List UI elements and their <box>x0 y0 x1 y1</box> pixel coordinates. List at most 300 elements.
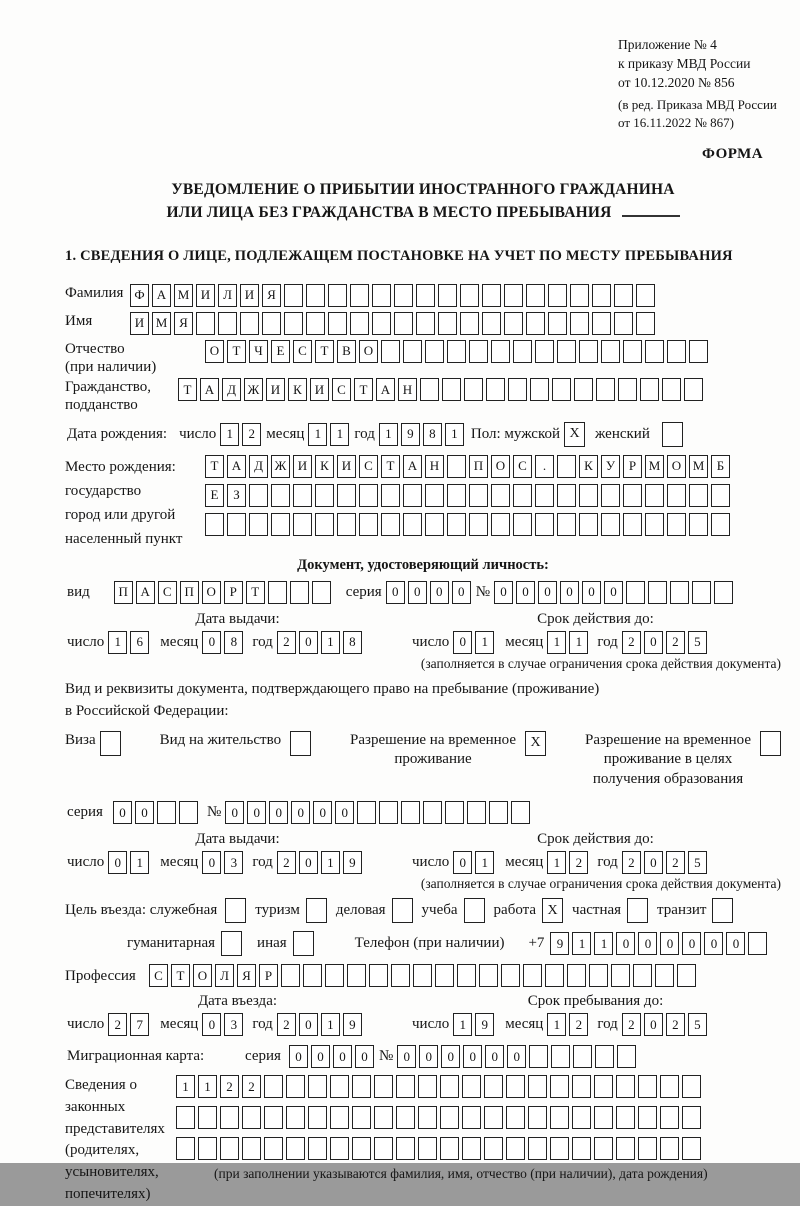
char-cell[interactable] <box>308 1106 327 1129</box>
char-cell[interactable] <box>660 1106 679 1129</box>
char-cell[interactable] <box>504 312 523 335</box>
char-cell[interactable]: 0 <box>108 851 127 874</box>
char-cell[interactable]: У <box>601 455 620 478</box>
char-cell[interactable]: 5 <box>688 1013 707 1036</box>
char-cell[interactable]: И <box>337 455 356 478</box>
char-cell[interactable] <box>438 312 457 335</box>
char-cell[interactable] <box>506 1075 525 1098</box>
char-cell[interactable] <box>328 312 347 335</box>
char-cell[interactable] <box>198 1106 217 1129</box>
char-cell[interactable] <box>711 484 730 507</box>
male-checkbox[interactable]: X <box>564 422 585 447</box>
char-cell[interactable] <box>535 340 554 363</box>
char-cell[interactable] <box>403 484 422 507</box>
char-cell[interactable] <box>638 1075 657 1098</box>
char-cell[interactable] <box>440 1137 459 1160</box>
char-cell[interactable] <box>682 1137 701 1160</box>
char-cell[interactable] <box>667 484 686 507</box>
char-cell[interactable] <box>589 964 608 987</box>
char-cell[interactable]: И <box>240 284 259 307</box>
char-cell[interactable] <box>557 513 576 536</box>
char-cell[interactable] <box>293 513 312 536</box>
char-cell[interactable] <box>396 1106 415 1129</box>
char-cell[interactable]: 6 <box>130 631 149 654</box>
char-cell[interactable]: Н <box>398 378 417 401</box>
char-cell[interactable] <box>359 484 378 507</box>
char-cell[interactable]: 0 <box>453 851 472 874</box>
char-cell[interactable] <box>369 964 388 987</box>
char-cell[interactable] <box>567 964 586 987</box>
char-cell[interactable]: Т <box>246 581 265 604</box>
char-cell[interactable]: 1 <box>176 1075 195 1098</box>
char-cell[interactable]: Я <box>174 312 193 335</box>
char-cell[interactable] <box>420 378 439 401</box>
char-cell[interactable]: М <box>174 284 193 307</box>
char-cell[interactable] <box>528 1075 547 1098</box>
char-cell[interactable] <box>227 513 246 536</box>
char-cell[interactable] <box>440 1075 459 1098</box>
char-cell[interactable] <box>648 581 667 604</box>
char-cell[interactable]: 0 <box>335 801 354 824</box>
char-cell[interactable] <box>347 964 366 987</box>
char-cell[interactable]: . <box>535 455 554 478</box>
char-cell[interactable] <box>306 312 325 335</box>
char-cell[interactable]: 1 <box>594 932 613 955</box>
char-cell[interactable]: 0 <box>291 801 310 824</box>
char-cell[interactable]: Р <box>224 581 243 604</box>
char-cell[interactable] <box>645 513 664 536</box>
char-cell[interactable]: К <box>288 378 307 401</box>
char-cell[interactable]: А <box>136 581 155 604</box>
char-cell[interactable] <box>469 340 488 363</box>
char-cell[interactable] <box>220 1106 239 1129</box>
char-cell[interactable]: 1 <box>198 1075 217 1098</box>
char-cell[interactable] <box>529 1045 548 1068</box>
char-cell[interactable] <box>535 484 554 507</box>
char-cell[interactable] <box>394 312 413 335</box>
residence-permit-checkbox[interactable] <box>290 731 311 756</box>
temp-residence-checkbox[interactable]: X <box>525 731 546 756</box>
char-cell[interactable] <box>330 1106 349 1129</box>
char-cell[interactable] <box>616 1106 635 1129</box>
char-cell[interactable]: И <box>310 378 329 401</box>
char-cell[interactable] <box>315 513 334 536</box>
char-cell[interactable] <box>528 1106 547 1129</box>
char-cell[interactable] <box>570 312 589 335</box>
char-cell[interactable]: И <box>196 284 215 307</box>
char-cell[interactable] <box>526 312 545 335</box>
char-cell[interactable] <box>179 801 198 824</box>
char-cell[interactable]: 0 <box>582 581 601 604</box>
char-cell[interactable]: 3 <box>224 1013 243 1036</box>
char-cell[interactable]: 9 <box>475 1013 494 1036</box>
char-cell[interactable] <box>447 484 466 507</box>
char-cell[interactable] <box>418 1137 437 1160</box>
char-cell[interactable]: Л <box>215 964 234 987</box>
char-cell[interactable]: 1 <box>308 423 327 446</box>
purpose-work-checkbox[interactable]: X <box>542 898 563 923</box>
char-cell[interactable] <box>462 1137 481 1160</box>
char-cell[interactable] <box>614 312 633 335</box>
char-cell[interactable]: 0 <box>113 801 132 824</box>
char-cell[interactable]: 1 <box>321 631 340 654</box>
char-cell[interactable] <box>249 484 268 507</box>
char-cell[interactable] <box>677 964 696 987</box>
char-cell[interactable] <box>660 1137 679 1160</box>
char-cell[interactable]: 1 <box>330 423 349 446</box>
char-cell[interactable] <box>711 513 730 536</box>
char-cell[interactable]: А <box>376 378 395 401</box>
char-cell[interactable] <box>462 1106 481 1129</box>
char-cell[interactable] <box>469 484 488 507</box>
char-cell[interactable] <box>682 1075 701 1098</box>
char-cell[interactable] <box>484 1137 503 1160</box>
char-cell[interactable]: 0 <box>135 801 154 824</box>
char-cell[interactable]: 0 <box>397 1045 416 1068</box>
char-cell[interactable]: 2 <box>277 851 296 874</box>
char-cell[interactable]: С <box>293 340 312 363</box>
char-cell[interactable]: 2 <box>277 1013 296 1036</box>
char-cell[interactable] <box>689 513 708 536</box>
char-cell[interactable]: 0 <box>441 1045 460 1068</box>
char-cell[interactable] <box>552 378 571 401</box>
char-cell[interactable] <box>271 513 290 536</box>
char-cell[interactable] <box>198 1137 217 1160</box>
char-cell[interactable] <box>548 284 567 307</box>
char-cell[interactable] <box>352 1075 371 1098</box>
char-cell[interactable]: 8 <box>224 631 243 654</box>
char-cell[interactable]: Е <box>205 484 224 507</box>
char-cell[interactable]: 0 <box>247 801 266 824</box>
char-cell[interactable] <box>548 312 567 335</box>
char-cell[interactable]: 2 <box>108 1013 127 1036</box>
char-cell[interactable] <box>638 1106 657 1129</box>
char-cell[interactable] <box>579 484 598 507</box>
char-cell[interactable] <box>572 1106 591 1129</box>
char-cell[interactable] <box>684 378 703 401</box>
char-cell[interactable] <box>264 1075 283 1098</box>
char-cell[interactable]: 0 <box>299 1013 318 1036</box>
char-cell[interactable] <box>308 1137 327 1160</box>
char-cell[interactable]: 0 <box>516 581 535 604</box>
char-cell[interactable] <box>748 932 767 955</box>
char-cell[interactable] <box>196 312 215 335</box>
char-cell[interactable]: 1 <box>547 1013 566 1036</box>
char-cell[interactable] <box>350 284 369 307</box>
char-cell[interactable]: Е <box>271 340 290 363</box>
char-cell[interactable] <box>655 964 674 987</box>
char-cell[interactable]: Т <box>178 378 197 401</box>
char-cell[interactable] <box>379 801 398 824</box>
char-cell[interactable] <box>352 1137 371 1160</box>
char-cell[interactable] <box>315 484 334 507</box>
char-cell[interactable]: 2 <box>622 1013 641 1036</box>
char-cell[interactable]: 0 <box>202 631 221 654</box>
char-cell[interactable] <box>616 1137 635 1160</box>
char-cell[interactable]: 5 <box>688 851 707 874</box>
purpose-humanitarian-checkbox[interactable] <box>221 931 242 956</box>
char-cell[interactable]: 0 <box>682 932 701 955</box>
char-cell[interactable] <box>484 1106 503 1129</box>
char-cell[interactable]: Р <box>623 455 642 478</box>
char-cell[interactable] <box>482 312 501 335</box>
char-cell[interactable] <box>670 581 689 604</box>
char-cell[interactable] <box>205 513 224 536</box>
char-cell[interactable]: Ф <box>130 284 149 307</box>
char-cell[interactable] <box>551 1045 570 1068</box>
char-cell[interactable] <box>636 284 655 307</box>
char-cell[interactable] <box>281 964 300 987</box>
char-cell[interactable]: 0 <box>299 631 318 654</box>
char-cell[interactable]: 2 <box>622 631 641 654</box>
char-cell[interactable]: А <box>403 455 422 478</box>
char-cell[interactable] <box>403 340 422 363</box>
char-cell[interactable] <box>491 513 510 536</box>
char-cell[interactable] <box>557 484 576 507</box>
char-cell[interactable] <box>372 284 391 307</box>
char-cell[interactable]: С <box>359 455 378 478</box>
char-cell[interactable] <box>391 964 410 987</box>
char-cell[interactable]: 0 <box>408 581 427 604</box>
char-cell[interactable] <box>447 513 466 536</box>
char-cell[interactable]: 1 <box>475 631 494 654</box>
char-cell[interactable]: 0 <box>644 631 663 654</box>
char-cell[interactable]: М <box>152 312 171 335</box>
char-cell[interactable]: Т <box>205 455 224 478</box>
char-cell[interactable] <box>357 801 376 824</box>
char-cell[interactable]: 5 <box>688 631 707 654</box>
char-cell[interactable] <box>381 340 400 363</box>
char-cell[interactable] <box>445 801 464 824</box>
char-cell[interactable] <box>469 513 488 536</box>
char-cell[interactable] <box>640 378 659 401</box>
char-cell[interactable]: П <box>469 455 488 478</box>
char-cell[interactable] <box>303 964 322 987</box>
char-cell[interactable]: Ж <box>244 378 263 401</box>
char-cell[interactable]: 7 <box>130 1013 149 1036</box>
char-cell[interactable] <box>425 513 444 536</box>
char-cell[interactable] <box>457 964 476 987</box>
char-cell[interactable]: 0 <box>644 851 663 874</box>
char-cell[interactable] <box>574 378 593 401</box>
char-cell[interactable] <box>513 513 532 536</box>
purpose-business-checkbox[interactable] <box>392 898 413 923</box>
char-cell[interactable] <box>484 1075 503 1098</box>
char-cell[interactable] <box>623 513 642 536</box>
char-cell[interactable] <box>714 581 733 604</box>
char-cell[interactable]: Б <box>711 455 730 478</box>
char-cell[interactable] <box>530 378 549 401</box>
char-cell[interactable] <box>596 378 615 401</box>
visa-checkbox[interactable] <box>100 731 121 756</box>
purpose-study-checkbox[interactable] <box>464 898 485 923</box>
char-cell[interactable] <box>262 312 281 335</box>
char-cell[interactable]: 0 <box>225 801 244 824</box>
char-cell[interactable] <box>489 801 508 824</box>
char-cell[interactable]: С <box>513 455 532 478</box>
char-cell[interactable] <box>594 1106 613 1129</box>
char-cell[interactable]: 0 <box>638 932 657 955</box>
char-cell[interactable] <box>595 1045 614 1068</box>
char-cell[interactable] <box>570 284 589 307</box>
char-cell[interactable]: О <box>491 455 510 478</box>
char-cell[interactable]: С <box>149 964 168 987</box>
char-cell[interactable] <box>396 1075 415 1098</box>
char-cell[interactable] <box>506 1106 525 1129</box>
char-cell[interactable]: 1 <box>220 423 239 446</box>
char-cell[interactable]: 2 <box>569 851 588 874</box>
char-cell[interactable] <box>440 1106 459 1129</box>
char-cell[interactable] <box>692 581 711 604</box>
char-cell[interactable]: 2 <box>622 851 641 874</box>
char-cell[interactable] <box>249 513 268 536</box>
char-cell[interactable]: О <box>359 340 378 363</box>
char-cell[interactable] <box>438 284 457 307</box>
char-cell[interactable] <box>413 964 432 987</box>
char-cell[interactable] <box>157 801 176 824</box>
char-cell[interactable] <box>308 1075 327 1098</box>
char-cell[interactable]: 0 <box>538 581 557 604</box>
char-cell[interactable] <box>394 284 413 307</box>
char-cell[interactable] <box>381 484 400 507</box>
char-cell[interactable]: 2 <box>666 851 685 874</box>
char-cell[interactable]: 1 <box>321 1013 340 1036</box>
char-cell[interactable] <box>645 484 664 507</box>
char-cell[interactable] <box>293 484 312 507</box>
char-cell[interactable] <box>523 964 542 987</box>
char-cell[interactable]: В <box>337 340 356 363</box>
char-cell[interactable] <box>337 513 356 536</box>
char-cell[interactable] <box>611 964 630 987</box>
char-cell[interactable]: 1 <box>445 423 464 446</box>
char-cell[interactable] <box>479 964 498 987</box>
char-cell[interactable] <box>240 312 259 335</box>
char-cell[interactable] <box>359 513 378 536</box>
char-cell[interactable]: 0 <box>560 581 579 604</box>
char-cell[interactable] <box>312 581 331 604</box>
char-cell[interactable] <box>550 1075 569 1098</box>
char-cell[interactable]: М <box>689 455 708 478</box>
char-cell[interactable] <box>425 484 444 507</box>
char-cell[interactable] <box>403 513 422 536</box>
char-cell[interactable] <box>557 455 576 478</box>
char-cell[interactable] <box>667 340 686 363</box>
char-cell[interactable] <box>667 513 686 536</box>
char-cell[interactable]: Т <box>315 340 334 363</box>
char-cell[interactable] <box>572 1075 591 1098</box>
char-cell[interactable] <box>689 340 708 363</box>
char-cell[interactable]: Я <box>237 964 256 987</box>
char-cell[interactable] <box>660 1075 679 1098</box>
char-cell[interactable]: 1 <box>108 631 127 654</box>
char-cell[interactable] <box>623 340 642 363</box>
char-cell[interactable]: 1 <box>572 932 591 955</box>
char-cell[interactable] <box>284 284 303 307</box>
char-cell[interactable]: 2 <box>220 1075 239 1098</box>
char-cell[interactable] <box>464 378 483 401</box>
char-cell[interactable]: О <box>205 340 224 363</box>
char-cell[interactable]: 0 <box>644 1013 663 1036</box>
char-cell[interactable]: 0 <box>616 932 635 955</box>
char-cell[interactable] <box>614 284 633 307</box>
char-cell[interactable] <box>286 1137 305 1160</box>
char-cell[interactable]: 0 <box>485 1045 504 1068</box>
char-cell[interactable] <box>601 484 620 507</box>
char-cell[interactable] <box>337 484 356 507</box>
purpose-transit-checkbox[interactable] <box>712 898 733 923</box>
char-cell[interactable]: Т <box>171 964 190 987</box>
char-cell[interactable]: О <box>667 455 686 478</box>
char-cell[interactable] <box>176 1137 195 1160</box>
char-cell[interactable]: 1 <box>475 851 494 874</box>
char-cell[interactable]: 2 <box>277 631 296 654</box>
char-cell[interactable] <box>401 801 420 824</box>
char-cell[interactable]: 2 <box>242 423 261 446</box>
char-cell[interactable] <box>592 312 611 335</box>
purpose-private-checkbox[interactable] <box>627 898 648 923</box>
char-cell[interactable] <box>242 1137 261 1160</box>
char-cell[interactable] <box>689 484 708 507</box>
char-cell[interactable] <box>601 340 620 363</box>
char-cell[interactable]: Т <box>227 340 246 363</box>
char-cell[interactable] <box>447 455 466 478</box>
char-cell[interactable] <box>286 1106 305 1129</box>
char-cell[interactable]: 1 <box>379 423 398 446</box>
char-cell[interactable]: М <box>645 455 664 478</box>
char-cell[interactable]: 0 <box>507 1045 526 1068</box>
char-cell[interactable] <box>491 484 510 507</box>
char-cell[interactable] <box>442 378 461 401</box>
char-cell[interactable]: О <box>193 964 212 987</box>
char-cell[interactable] <box>535 513 554 536</box>
char-cell[interactable]: 0 <box>494 581 513 604</box>
char-cell[interactable]: Д <box>249 455 268 478</box>
char-cell[interactable] <box>381 513 400 536</box>
char-cell[interactable] <box>220 1137 239 1160</box>
char-cell[interactable] <box>460 284 479 307</box>
char-cell[interactable]: О <box>202 581 221 604</box>
char-cell[interactable] <box>330 1075 349 1098</box>
purpose-tourism-checkbox[interactable] <box>306 898 327 923</box>
char-cell[interactable]: П <box>114 581 133 604</box>
char-cell[interactable] <box>486 378 505 401</box>
char-cell[interactable]: 0 <box>660 932 679 955</box>
char-cell[interactable] <box>617 1045 636 1068</box>
purpose-official-checkbox[interactable] <box>225 898 246 923</box>
char-cell[interactable]: 0 <box>202 1013 221 1036</box>
char-cell[interactable] <box>268 581 287 604</box>
char-cell[interactable] <box>626 581 645 604</box>
char-cell[interactable]: 0 <box>463 1045 482 1068</box>
char-cell[interactable]: 9 <box>550 932 569 955</box>
char-cell[interactable]: Я <box>262 284 281 307</box>
char-cell[interactable] <box>372 312 391 335</box>
char-cell[interactable]: 0 <box>299 851 318 874</box>
female-checkbox[interactable] <box>662 422 683 447</box>
char-cell[interactable] <box>418 1075 437 1098</box>
char-cell[interactable]: 3 <box>224 851 243 874</box>
char-cell[interactable]: И <box>266 378 285 401</box>
char-cell[interactable]: 1 <box>547 631 566 654</box>
char-cell[interactable] <box>330 1137 349 1160</box>
char-cell[interactable]: 1 <box>130 851 149 874</box>
char-cell[interactable] <box>374 1106 393 1129</box>
char-cell[interactable]: К <box>315 455 334 478</box>
char-cell[interactable]: 2 <box>666 631 685 654</box>
char-cell[interactable]: 8 <box>343 631 362 654</box>
char-cell[interactable] <box>506 1137 525 1160</box>
char-cell[interactable] <box>396 1137 415 1160</box>
